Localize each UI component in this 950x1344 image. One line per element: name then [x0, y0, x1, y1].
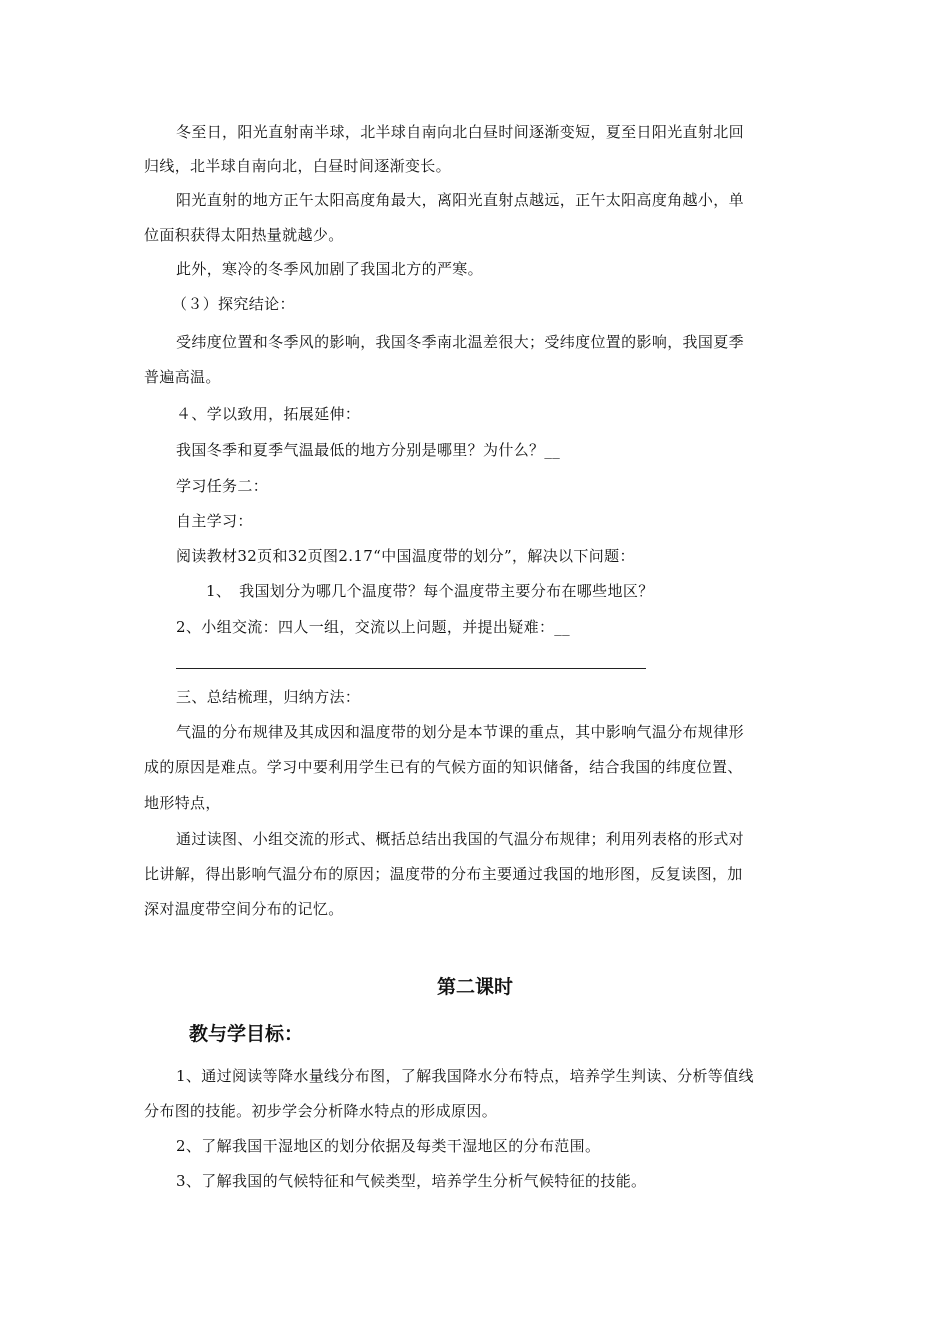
paragraph-line: 受纬度位置和冬季风的影响，我国冬季南北温差很大；受纬度位置的影响，我国夏季 [176, 333, 744, 351]
objective-line: 2、了解我国干湿地区的划分依据及每类干湿地区的分布范围。 [176, 1137, 601, 1155]
paragraph-line: 普遍高温。 [144, 368, 221, 386]
subheading-apply: ４、学以致用，拓展延伸： [176, 405, 361, 423]
paragraph-line: 归线，北半球自南向北，白昼时间逐渐变长。 [144, 157, 452, 175]
paragraph-line: 比讲解，得出影响气温分布的原因；温度带的分布主要通过我国的地形图，反复读图，加 [144, 865, 743, 883]
objective-line: 3、了解我国的气候特征和气候类型，培养学生分析气候特征的技能。 [176, 1172, 647, 1190]
section-title: 第二课时 [436, 976, 513, 998]
paragraph-line: 深对温度带空间分布的记忆。 [144, 900, 344, 918]
list-item: 2、小组交流：四人一组，交流以上问题，并提出疑难：__ [176, 618, 570, 636]
paragraph-line: 气温的分布规律及其成因和温度带的划分是本节课的重点，其中影响气温分布规律形 [176, 723, 744, 741]
paragraph-line: 成的原因是难点。学习中要利用学生已有的气候方面的知识储备，结合我国的纬度位置、 [144, 758, 743, 776]
paragraph-line: 阅读教材32页和32页图2.17“中国温度带的划分”，解决以下问题： [176, 547, 635, 565]
question-line: 我国冬季和夏季气温最低的地方分别是哪里？为什么？__ [176, 441, 561, 459]
paragraph-line: 通过读图、小组交流的形式、概括总结出我国的气温分布规律；利用列表格的形式对 [176, 830, 744, 848]
objective-line: 分布图的技能。初步学会分析降水特点的形成原因。 [144, 1102, 498, 1120]
subheading-conclusion: （３）探究结论： [172, 295, 295, 313]
subheading-summary: 三、总结梳理，归纳方法： [176, 688, 361, 706]
subheading-self-study: 自主学习： [176, 512, 253, 530]
paragraph-line: 此外，寒冷的冬季风加剧了我国北方的严寒。 [176, 260, 484, 278]
list-item: 1、 我国划分为哪几个温度带？每个温度带主要分布在哪些地区？ [206, 582, 654, 600]
subheading-task-two: 学习任务二： [176, 477, 269, 495]
paragraph-line: 位面积获得太阳热量就越少。 [144, 226, 344, 244]
section-subtitle: 教与学目标： [189, 1023, 304, 1045]
paragraph-line: 冬至日，阳光直射南半球，北半球自南向北白昼时间逐渐变短，夏至日阳光直射北回 [176, 123, 744, 141]
objective-line: 1、通过阅读等降水量线分布图，了解我国降水分布特点，培养学生判读、分析等值线 [176, 1067, 754, 1085]
answer-underline [176, 668, 646, 669]
paragraph-line: 阳光直射的地方正午太阳高度角最大，离阳光直射点越远，正午太阳高度角越小，单 [176, 191, 744, 209]
paragraph-line: 地形特点， [144, 794, 221, 812]
